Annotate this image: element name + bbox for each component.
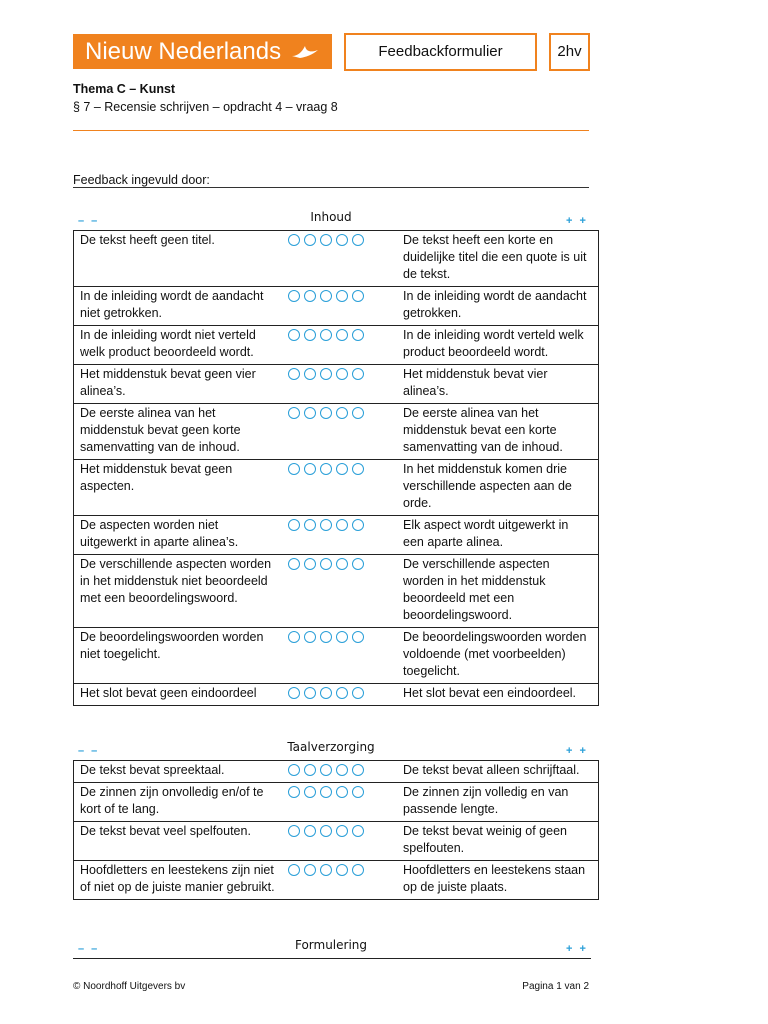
rating-radio-2[interactable] [304, 329, 316, 341]
rating-radio-4[interactable] [336, 825, 348, 837]
rating-radio-2[interactable] [304, 786, 316, 798]
rating-radio-1[interactable] [288, 764, 300, 776]
rating-radio-4[interactable] [336, 786, 348, 798]
feedback-row [74, 231, 599, 287]
rating-scale [282, 365, 397, 404]
criterion-negative: Het middenstuk bevat geen aspecten. [74, 460, 283, 516]
criterion-positive: De tekst bevat weinig of geen spelfouten. [397, 822, 599, 861]
form-title-box: Feedbackformulier [344, 33, 537, 71]
rating-radio-5[interactable] [352, 407, 364, 419]
criterion-positive: De zinnen zijn volledig en van passende lengte. [397, 783, 599, 822]
criterion-positive: De tekst bevat alleen schrijftaal. [397, 761, 599, 783]
rating-radio-4[interactable] [336, 368, 348, 380]
rating-radio-4[interactable] [336, 519, 348, 531]
criterion-negative: Het middenstuk bevat geen vier alinea’s. [74, 365, 283, 404]
rating-radio-5[interactable] [352, 463, 364, 475]
criterion-negative: In de inleiding wordt de aandacht niet getrokken. [74, 287, 283, 326]
rating-radio-4[interactable] [336, 687, 348, 699]
section-title-formulering: Formulering [294, 938, 368, 952]
rating-radio-5[interactable] [352, 864, 364, 876]
feedback-row [74, 628, 599, 684]
rating-radio-4[interactable] [336, 864, 348, 876]
rating-radio-1[interactable] [288, 558, 300, 570]
rating-radio-4[interactable] [336, 558, 348, 570]
feedback-row [74, 861, 599, 900]
feedback-row [74, 684, 599, 706]
rating-scale [282, 861, 397, 900]
rating-scale [282, 822, 397, 861]
criterion-positive: De verschillende aspecten worden in het middenstuk beoordeeld met een beoordelingswoord. [397, 555, 599, 628]
filled-by-label: Feedback ingevuld door: [73, 173, 210, 187]
criterion-negative: De beoordelingswoorden worden niet toegelicht. [74, 628, 283, 684]
feedback-row [74, 326, 599, 365]
rating-radio-3[interactable] [320, 407, 332, 419]
criterion-positive: Het slot bevat een eindoordeel. [397, 684, 599, 706]
criterion-negative: De eerste alinea van het middenstuk bevat geen korte samenvatting van de inhoud. [74, 404, 283, 460]
rating-scale [282, 404, 397, 460]
rating-radio-4[interactable] [336, 631, 348, 643]
section-title-inhoud: Inhoud [310, 210, 352, 224]
criterion-negative: De zinnen zijn onvolledig en/of te kort of te lang. [74, 783, 283, 822]
criterion-positive: De eerste alinea van het middenstuk bevat een korte samenvatting van de inhoud. [397, 404, 599, 460]
rating-radio-3[interactable] [320, 329, 332, 341]
rating-radio-4[interactable] [336, 290, 348, 302]
feedback-row [74, 365, 599, 404]
rating-scale [282, 555, 397, 628]
feedback-row [74, 783, 599, 822]
criterion-positive: De tekst heeft een korte en duidelijke titel die een quote is uit de tekst. [397, 231, 599, 287]
rating-radio-2[interactable] [304, 631, 316, 643]
rating-radio-4[interactable] [336, 463, 348, 475]
brand-logo [73, 34, 332, 69]
rating-radio-1[interactable] [288, 234, 300, 246]
rating-scale [282, 231, 397, 287]
criterion-negative: Hoofdletters en leestekens zijn niet of niet op de juiste manier gebruikt. [74, 861, 283, 900]
feedback-row [74, 822, 599, 861]
scale-minus-label: – – [78, 215, 100, 227]
rating-radio-3[interactable] [320, 558, 332, 570]
feedback-row [74, 404, 599, 460]
criterion-positive: In het middenstuk komen drie verschillende aspecten aan de orde. [397, 460, 599, 516]
criterion-negative: De tekst heeft geen titel. [74, 231, 283, 287]
footer-copyright: © Noordhoff Uitgevers bv [73, 981, 186, 992]
rating-radio-5[interactable] [352, 687, 364, 699]
formulering-table-top [73, 958, 591, 959]
theme-title: Thema C – Kunst [73, 82, 176, 96]
criterion-positive: In de inleiding wordt verteld welk product beoordeeld wordt. [397, 326, 599, 365]
rating-radio-1[interactable] [288, 329, 300, 341]
rating-scale [282, 516, 397, 555]
rating-radio-5[interactable] [352, 786, 364, 798]
level-box: 2hv [549, 33, 590, 71]
rating-radio-3[interactable] [320, 463, 332, 475]
section-title-taalverzorging: Taalverzorging [287, 740, 375, 754]
rating-radio-1[interactable] [288, 864, 300, 876]
criterion-negative: Het slot bevat geen eindoordeel [74, 684, 283, 706]
rating-radio-3[interactable] [320, 864, 332, 876]
rating-radio-4[interactable] [336, 407, 348, 419]
scale-minus-label: – – [78, 745, 100, 757]
scale-plus-label: + + [566, 745, 588, 757]
rating-radio-1[interactable] [288, 368, 300, 380]
rating-radio-1[interactable] [288, 407, 300, 419]
criterion-positive: Elk aspect wordt uitgewerkt in een aparte alinea. [397, 516, 599, 555]
rating-scale [282, 628, 397, 684]
brand-name: Nieuw Nederlands [85, 38, 282, 65]
rating-radio-3[interactable] [320, 519, 332, 531]
rating-radio-1[interactable] [288, 825, 300, 837]
criterion-negative: De tekst bevat spreektaal. [74, 761, 283, 783]
criterion-negative: De aspecten worden niet uitgewerkt in aparte alinea’s. [74, 516, 283, 555]
rating-radio-2[interactable] [304, 764, 316, 776]
rating-radio-2[interactable] [304, 519, 316, 531]
criterion-negative: De tekst bevat veel spelfouten. [74, 822, 283, 861]
rating-radio-1[interactable] [288, 519, 300, 531]
rating-radio-4[interactable] [336, 329, 348, 341]
feedback-row [74, 516, 599, 555]
rating-radio-5[interactable] [352, 234, 364, 246]
rating-radio-3[interactable] [320, 368, 332, 380]
rating-radio-2[interactable] [304, 463, 316, 475]
criterion-positive: De beoordelingswoorden worden voldoende (met voorbeelden) toegelicht. [397, 628, 599, 684]
rating-radio-2[interactable] [304, 290, 316, 302]
rating-radio-2[interactable] [304, 558, 316, 570]
rating-scale [282, 783, 397, 822]
taalverzorging-table [73, 760, 599, 900]
rating-radio-3[interactable] [320, 764, 332, 776]
rating-radio-5[interactable] [352, 368, 364, 380]
rating-scale [282, 326, 397, 365]
scale-plus-label: + + [566, 943, 588, 955]
rating-radio-4[interactable] [336, 234, 348, 246]
rating-radio-3[interactable] [320, 786, 332, 798]
rating-scale [282, 460, 397, 516]
rating-radio-5[interactable] [352, 764, 364, 776]
criterion-negative: In de inleiding wordt niet verteld welk product beoordeeld wordt. [74, 326, 283, 365]
bird-icon [290, 42, 320, 62]
feedback-row [74, 555, 599, 628]
rating-scale [282, 287, 397, 326]
footer-page-number: Pagina 1 van 2 [522, 981, 589, 992]
rating-radio-5[interactable] [352, 825, 364, 837]
rating-radio-2[interactable] [304, 368, 316, 380]
rating-scale [282, 761, 397, 783]
criterion-negative: De verschillende aspecten worden in het middenstuk niet beoordeeld met een beoordelingswoord. [74, 555, 283, 628]
rating-radio-2[interactable] [304, 825, 316, 837]
scale-plus-label: + + [566, 215, 588, 227]
rating-scale [282, 684, 397, 706]
rating-radio-1[interactable] [288, 687, 300, 699]
rating-radio-2[interactable] [304, 234, 316, 246]
filled-by-line[interactable] [73, 187, 589, 188]
rating-radio-3[interactable] [320, 290, 332, 302]
rating-radio-2[interactable] [304, 864, 316, 876]
rating-radio-1[interactable] [288, 631, 300, 643]
criterion-positive: Het middenstuk bevat vier alinea’s. [397, 365, 599, 404]
feedback-row [74, 460, 599, 516]
rating-radio-2[interactable] [304, 407, 316, 419]
rating-radio-5[interactable] [352, 329, 364, 341]
rating-radio-1[interactable] [288, 290, 300, 302]
rating-radio-2[interactable] [304, 687, 316, 699]
rating-radio-1[interactable] [288, 463, 300, 475]
rating-radio-5[interactable] [352, 558, 364, 570]
scale-minus-label: – – [78, 943, 100, 955]
inhoud-table [73, 230, 599, 706]
criterion-positive: In de inleiding wordt de aandacht getrokken. [397, 287, 599, 326]
rating-radio-3[interactable] [320, 687, 332, 699]
criterion-positive: Hoofdletters en leestekens staan op de juiste plaats. [397, 861, 599, 900]
rating-radio-4[interactable] [336, 764, 348, 776]
rating-radio-5[interactable] [352, 631, 364, 643]
rating-radio-3[interactable] [320, 825, 332, 837]
rating-radio-5[interactable] [352, 290, 364, 302]
header-divider [73, 130, 589, 131]
feedback-row [74, 761, 599, 783]
assignment-subtitle: § 7 – Recensie schrijven – opdracht 4 – vraag 8 [73, 100, 338, 114]
feedback-row [74, 287, 599, 326]
rating-radio-3[interactable] [320, 234, 332, 246]
rating-radio-3[interactable] [320, 631, 332, 643]
rating-radio-1[interactable] [288, 786, 300, 798]
rating-radio-5[interactable] [352, 519, 364, 531]
